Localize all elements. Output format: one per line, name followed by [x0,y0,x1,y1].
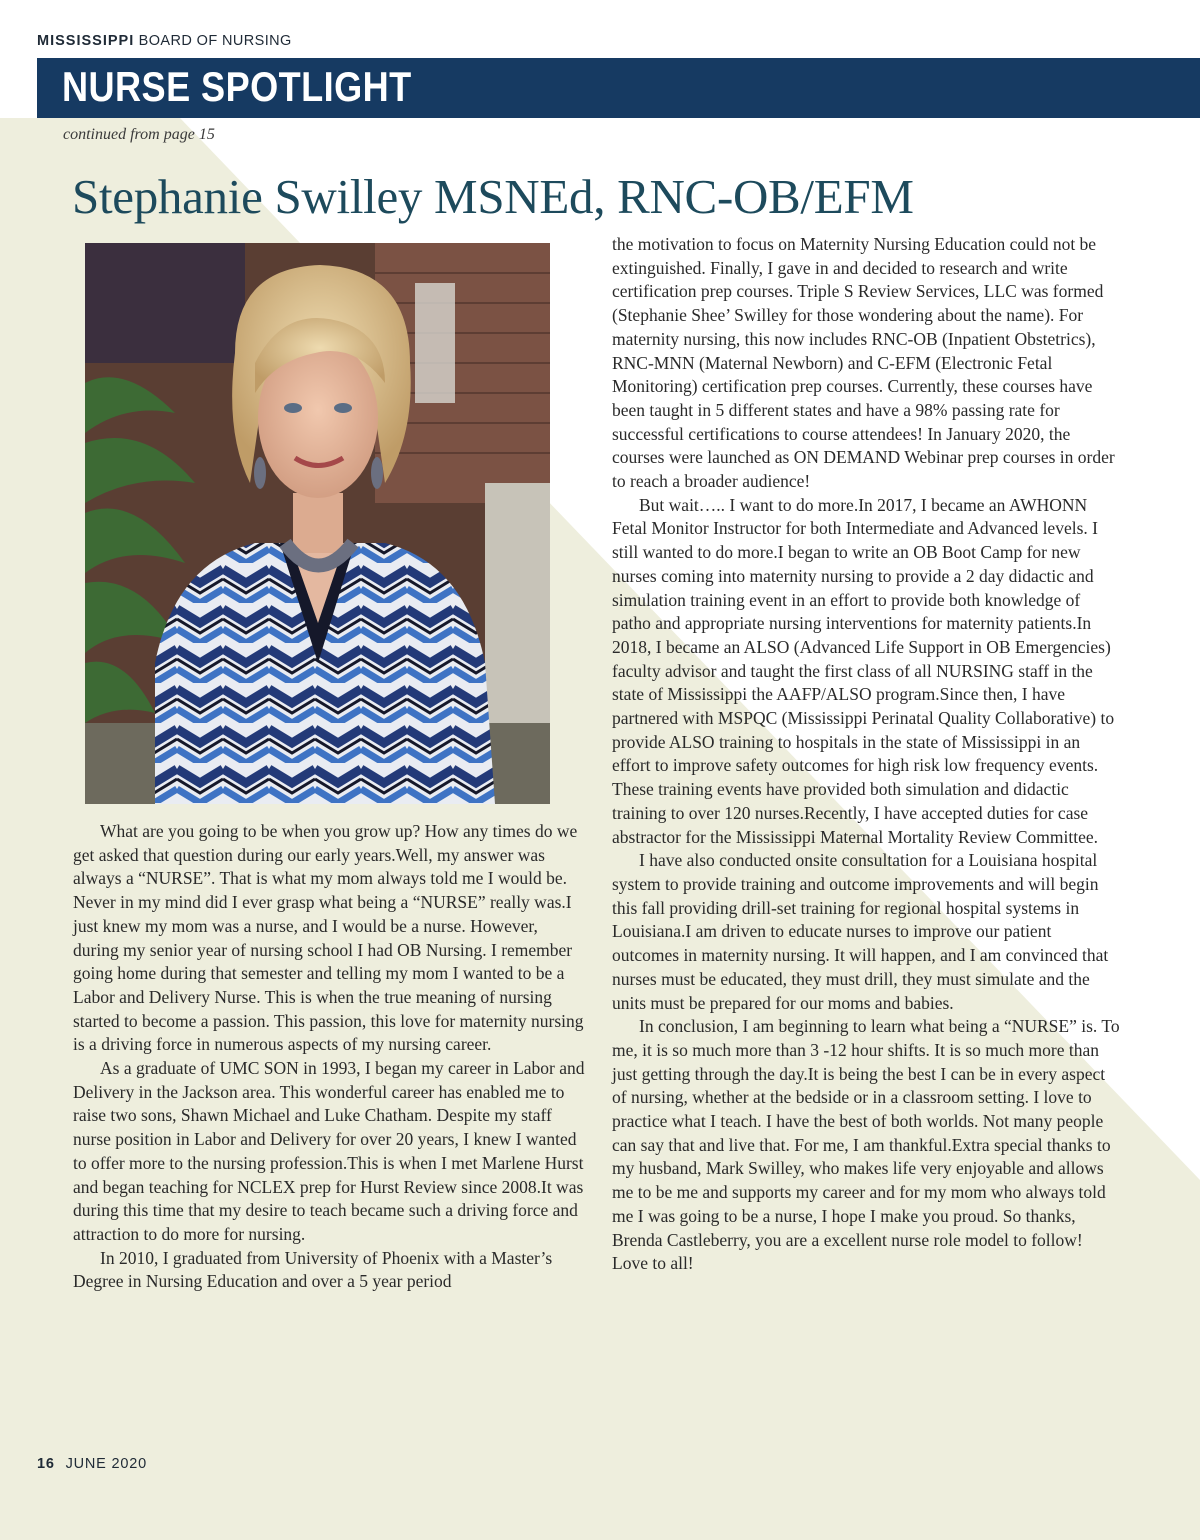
article-headline: Stephanie Swilley MSNEd, RNC-OB/EFM [72,169,914,224]
body-paragraph: What are you going to be when you grow up? How any times do we get asked that question during our early years.Well, my answer was always a “NURSE”. That is what my mom always told me I would be. Never in my mind did I ever grasp what being a “NURSE” really was.I just knew my mom was a nurse, and I would be a nurse. However, during my senior year of nursing school I had OB Nursing. I remember going home during that semester and telling my mom I wanted to be a Labor and Delivery Nurse. This is when the true meaning of nursing started to become a passion. This passion, this love for maternity nursing is a driving force in numerous aspects of my nursing career. [73,821,584,1055]
body-paragraph: But wait….. I want to do more.In 2017, I became an AWHONN Fetal Monitor Instructor for both Intermediate and Advanced levels. I still wanted to do more.I began to write an OB Boot Camp for new nurses coming into maternity nursing to provide a 2 day didactic and simulation training event in an effort to provide both knowledge of patho and appropriate nursing interventions for maternity patients.In 2018, I became an ALSO (Advanced Life Support in OB Emergencies) faculty advisor and taught the first class of all NURSING staff in the state of Mississippi the AAFP/ALSO program.Since then, I have partnered with MSPQC (Mississippi Perinatal Quality Collaborative) to provide ALSO training to hospitals in the state of Mississippi in an effort to improve safety outcomes for high risk low frequency events. These training events have provided both simulation and didactic training to over 120 nurses.Recently, I have accepted duties for case abstractor for the Mississippi Maternal Mortality Review Committee. [612,494,1115,847]
article-column-left [73,820,585,1294]
publication-name-rest: BOARD OF NURSING [138,33,292,49]
section-title: NURSE SPOTLIGHT [62,63,412,110]
body-paragraph: the motivation to focus on Maternity Nursing Education could not be extinguished. Finally, I gave in and decided to research and write certification prep courses. Triple S Review Services, LLC was formed (Stephanie Shee’ Swilley for those wondering about the name). For maternity nursing, this now includes RNC-OB (Inpatient Obstetrics), RNC-MNN (Maternal Newborn) and C-EFM (Electronic Fetal Monitoring) certification prep courses. Currently, these courses have been taught in 5 different states and have a 98% passing rate for successful certifications to course attendees! In January 2020, the courses were launched as ON DEMAND Webinar prep courses in order to reach a broader audience! [612,234,1115,492]
issue-date: JUNE 2020 [65,1456,147,1472]
publication-name-strong: MISSISSIPPI [37,33,135,49]
article-column-right [612,233,1120,1276]
body-paragraph: I have also conducted onsite consultation for a Louisiana hospital system to provide training and outcome improvements and will begin this fall providing drill-set training for regional hospital systems in Louisiana.I am driven to educate nurses to improve our patient outcomes in maternity nursing. It will happen, and I am convinced that nurses must be educated, they must drill, they must simulate and the units must be prepared for our moms and babies. [612,850,1109,1013]
body-paragraph: As a graduate of UMC SON in 1993, I began my career in Labor and Delivery in the Jackson area. This wonderful career has enabled me to raise two sons, Shawn Michael and Luke Chatham. Despite my staff nurse position in Labor and Delivery for over 20 years, I knew I wanted to offer more to the nursing profession.This is when I met Marlene Hurst and began teaching for NCLEX prep for Hurst Review since 2008.It was during this time that my desire to teach became such a driving force and attraction to do more for nursing. [73,1058,585,1244]
body-paragraph: In conclusion, I am beginning to learn what being a “NURSE” is. To me, it is so much more than 3 -12 hour shifts. It is so much more than just getting through the day.It is being the best I can be in every aspect of nursing, whether at the bedside or in a classroom setting. I love to practice what I teach. I have the best of both worlds. Not many people can say that and live that. For me, I am thankful.Extra special thanks to my husband, Mark Swilley, who makes life very enjoyable and allows me to be me and supports my career and for my mom who always told me I was going to be a nurse, I hope I make you proud. So thanks, Brenda Castleberry, you are a excellent nurse role model to follow! Love to all! [612,1016,1120,1274]
portrait-photo [85,243,550,804]
body-paragraph: In 2010, I graduated from University of Phoenix with a Master’s Degree in Nursing Education and over a 5 year period [73,1247,553,1292]
page-footer [37,1456,147,1472]
section-banner [37,58,1200,118]
continued-note: continued from page 15 [63,126,215,143]
page-number: 16 [37,1456,55,1472]
publication-masthead [37,33,292,49]
